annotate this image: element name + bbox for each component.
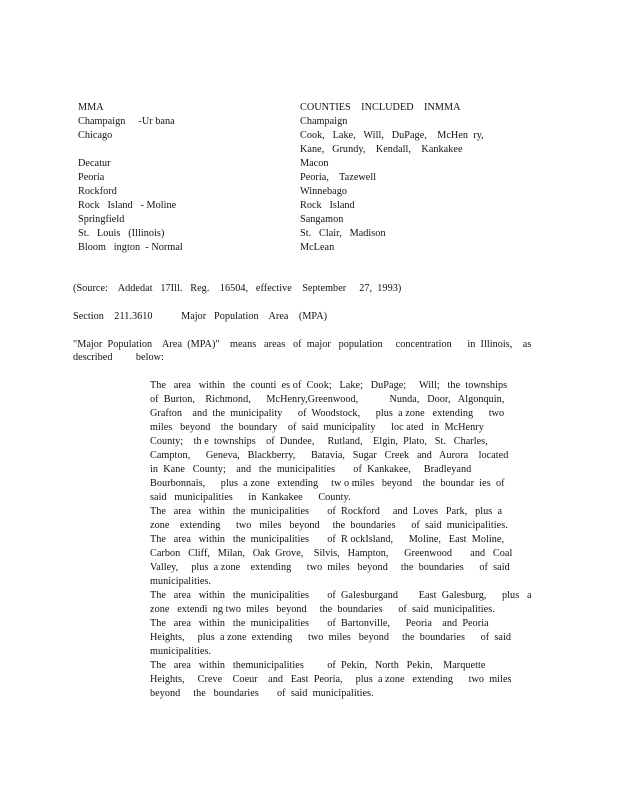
area-text-line: Bourbonnais, plus a zone extending tw o miles beyond the boundar ies of [150,478,505,489]
table-row-mma: Bloom ington - Normal [78,242,183,253]
area-text-line: Valley, plus a zone extending two miles beyond the boundaries of said [150,562,510,573]
area-text-line: Campton, Geneva, Blackberry, Batavia, Sugar Creek and Aurora located [150,450,509,461]
area-text-line: municipalities. [150,576,212,587]
table-row-counties: Rock Island [300,200,355,211]
area-text-line: in Kane County; and the municipalities of Kankakee, Bradleyand [150,464,472,475]
table-row-counties: Champaign [300,116,348,127]
area-text-line: The area within the municipalities of Galesburgand East Galesburg, plus a [150,590,532,601]
area-text-line: Heights, plus a zone extending two miles beyond the boundaries of said [150,632,511,643]
table-row-counties: Cook, Lake, Will, DuPage, McHen ry, [300,130,484,141]
table-row-mma: Peoria [78,172,105,183]
area-text-line: County; th e townships of Dundee, Rutland, Elgin, Plato, St. Charles, [150,436,488,447]
definition-line: "Major Population Area (MPA)" means areas of major population concentration in Illinois, as [73,339,532,350]
area-text-line: said municipalities in Kankakee County. [150,492,351,503]
area-text-line: The area within the municipalities of Bartonville, Peoria and Peoria [150,618,489,629]
table-row-mma: St. Louis (Illinois) [78,228,165,239]
table-row-mma: Chicago [78,130,113,141]
table-row-mma: Decatur [78,158,111,169]
table-header-counties: COUNTIES INCLUDED INMMA [300,102,461,113]
table-row-counties: Macon [300,158,329,169]
area-text-line: Carbon Cliff, Milan, Oak Grove, Silvis, Hampton, Greenwood and Coal [150,548,513,559]
area-text-line: of Burton, Richmond, McHenry,Greenwood, Nunda, Door, Algonquin, [150,394,505,405]
area-text-line: The area within the municipalities of Rockford and Loves Park, plus a [150,506,503,517]
table-header-mma: MMA [78,102,104,113]
area-text-line: zone extendi ng two miles beyond the boundaries of said municipalities. [150,604,495,615]
area-text-line: zone extending two miles beyond the boundaries of said municipalities. [150,520,508,531]
table-row-counties: Peoria, Tazewell [300,172,377,183]
table-row-mma: Springfield [78,214,125,225]
definition-line: described below: [73,352,164,363]
table-row-counties: Sangamon [300,214,344,225]
table-row-counties: Winnebago [300,186,347,197]
table-row-counties: McLean [300,242,335,253]
section-heading: Section 211.3610 Major Population Area (MPA) [73,311,328,322]
area-text-line: The area within the counti es of Cook; Lake; DuPage; Will; the townships [150,380,508,391]
area-text-line: The area within the municipalities of R ockIsland, Moline, East Moline, [150,534,505,545]
table-row-mma: Champaign -Ur bana [78,116,175,127]
table-row-mma: Rockford [78,186,117,197]
table-row-mma: Rock Island - Moline [78,200,177,211]
source-note: (Source: Addedat 17Ill. Reg. 16504, effective September 27, 1993) [73,283,402,294]
table-row-counties: St. Clair, Madison [300,228,386,239]
area-text-line: beyond the boundaries of said municipalities. [150,688,374,699]
area-text-line: municipalities. [150,646,212,657]
area-text-line: Grafton and the municipality of Woodstock, plus a zone extending two [150,408,505,419]
table-row-counties: Kane, Grundy, Kendall, Kankakee [300,144,463,155]
area-text-line: Heights, Creve Coeur and East Peoria, plus a zone extending two miles [150,674,512,685]
area-text-line: The area within themunicipalities of Pekin, North Pekin, Marquette [150,660,486,671]
area-text-line: miles beyond the boundary of said municipality loc ated in McHenry [150,422,484,433]
